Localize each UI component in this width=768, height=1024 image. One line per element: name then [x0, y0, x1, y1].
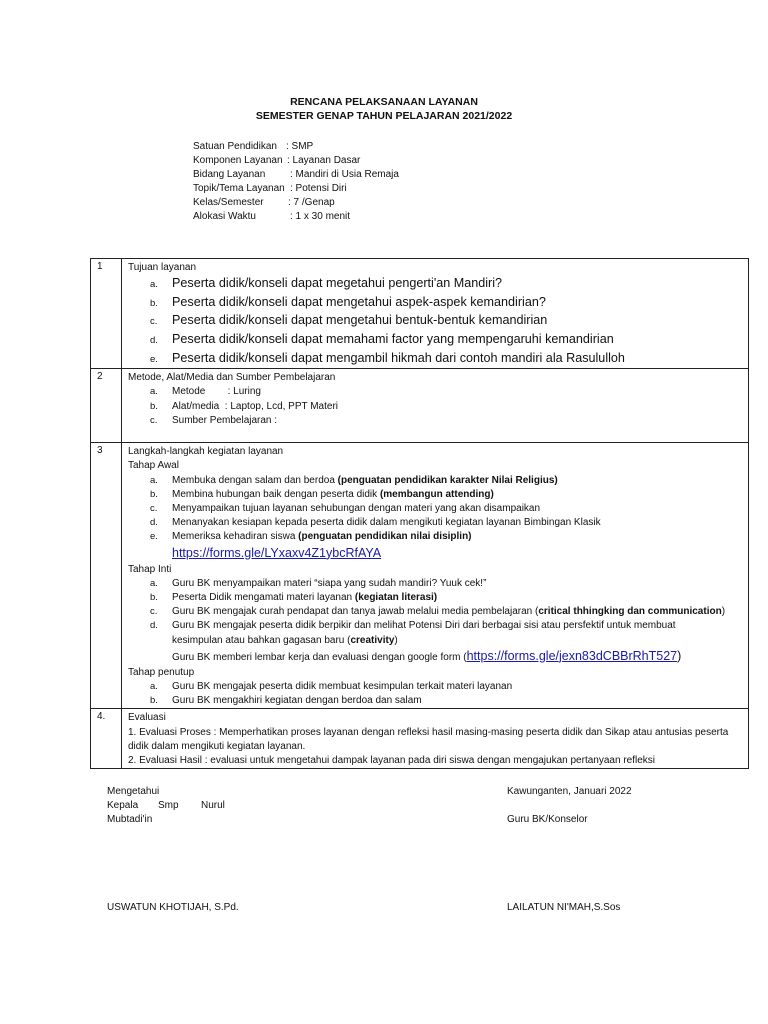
item-bold-text: (kegiatan literasi)	[354, 592, 438, 603]
info-label-bidang: Bidang Layanan	[193, 169, 266, 180]
item-text: Menyampaikan tujuan layanan sehubungan dengan materi yang akan disampaikan	[172, 502, 541, 514]
info-value-kelas: : 7 /Genap	[288, 197, 335, 208]
item-marker: a.	[150, 279, 158, 291]
item-text: Peserta didik/konseli dapat memahami factor yang mempengaruhi kemandirian	[172, 331, 614, 346]
list-item	[128, 577, 748, 591]
info-value-topik: : Potensi Diri	[290, 183, 347, 194]
item-text: Peserta didik/konseli dapat mengetahui aspek-aspek kemandirian?	[172, 294, 546, 309]
list-item	[128, 385, 748, 399]
sign-left-name: USWATUN KHOTIJAH, S.Pd.	[107, 902, 239, 913]
list-item	[128, 516, 748, 530]
list-item	[128, 680, 748, 694]
list-item	[128, 331, 748, 350]
row-langkah	[91, 443, 749, 709]
list-item	[128, 400, 748, 414]
item-bold-text: critical thhingking dan communication	[538, 606, 722, 618]
list-item	[128, 605, 748, 619]
row-metode	[91, 369, 749, 443]
section-heading: Metode, Alat/Media dan Sumber Pembelajaran	[128, 372, 336, 384]
document-subtitle: SEMESTER GENAP TAHUN PELAJARAN 2021/2022	[255, 110, 513, 122]
row-evaluasi	[91, 709, 749, 769]
item-marker: c.	[150, 316, 158, 328]
attendance-form-link[interactable]: https://forms.gle/LYxaxv4Z1ybcRfAYA	[172, 545, 382, 560]
section-heading: Langkah-langkah kegiatan layanan	[128, 446, 284, 458]
sign-right-title: Guru BK/Konselor	[507, 814, 588, 825]
item-text: Guru BK mengajak peserta didik membuat kesimpulan terkait materi layanan	[172, 681, 513, 693]
tujuan-cell	[122, 259, 749, 369]
item-marker: c.	[150, 606, 158, 618]
stage-heading-inti: Tahap Inti	[128, 563, 172, 575]
form-instruction	[128, 648, 748, 666]
list-item	[128, 488, 748, 502]
item-text: Alat/media : Laptop, Lcd, PPT Materi	[172, 400, 339, 412]
item-marker: a.	[150, 386, 158, 398]
sign-left-school: Mubtadi'in	[107, 814, 153, 825]
evaluasi-cell	[122, 709, 749, 769]
item-text: Membuka dengan salam dan berdoa	[172, 474, 338, 486]
item-text: kesimpulan atau bahkan gagasan baru (	[172, 634, 351, 646]
list-item	[128, 350, 748, 369]
sign-right-place-date: Kawunganten, Januari 2022	[507, 786, 632, 797]
item-marker: a.	[150, 681, 158, 693]
evaluation-form-link[interactable]: https://forms.gle/jexn83dCBBrRhT527	[466, 648, 678, 663]
list-item	[128, 502, 748, 516]
info-value-satuan: : SMP	[286, 141, 314, 152]
item-text: Peserta didik/konseli dapat mengambil hikmah dari contoh mandiri ala Rasululloh	[172, 350, 625, 365]
item-bold-text: (penguatan pendidikan karakter Nilai Religius)	[337, 474, 558, 486]
item-marker: b.	[150, 400, 158, 412]
form-link-row	[128, 545, 748, 563]
list-item	[128, 619, 748, 633]
langkah-cell	[122, 443, 749, 709]
sign-left-title-a: Kepala	[107, 800, 139, 811]
sign-right-name: LAILATUN NI'MAH,S.Sos	[507, 902, 621, 913]
info-value-komponen: : Layanan Dasar	[287, 155, 361, 166]
item-text: Guru BK mengajak curah pendapat dan tanya jawab melalui media pembelajaran (	[172, 606, 539, 618]
item-marker: d.	[150, 517, 158, 529]
item-text: Guru BK mengakhiri kegiatan dengan berdoa dan salam	[172, 695, 422, 707]
stage-heading-awal: Tahap Awal	[128, 460, 179, 472]
item-marker: b.	[150, 695, 158, 707]
row-number: 4.	[91, 709, 122, 769]
item-text: Memeriksa kehadiran siswa	[172, 531, 299, 543]
info-label-topik: Topik/Tema Layanan	[193, 183, 285, 194]
evaluation-line: didik dalam mengikuti kegiatan layanan.	[128, 740, 306, 752]
stage-heading-penutup: Tahap penutup	[128, 666, 195, 678]
row-tujuan	[91, 259, 749, 369]
item-marker: b.	[150, 297, 158, 309]
item-text: Sumber Pembelajaran :	[172, 414, 278, 426]
item-bold-text: (membangun attending)	[379, 488, 494, 500]
item-text-tail: )	[394, 634, 398, 646]
info-value-alokasi: : 1 x 30 menit	[290, 211, 351, 222]
section-heading: Evaluasi	[128, 712, 166, 724]
item-marker: d.	[150, 620, 158, 632]
item-text: Peserta Didik mengamati materi layanan	[172, 592, 355, 603]
list-item	[128, 414, 748, 428]
list-item	[128, 275, 748, 294]
item-bold-text: (penguatan pendidikan nilai disiplin)	[298, 531, 472, 543]
info-label-satuan: Satuan Pendidikan	[193, 141, 277, 152]
item-text: Guru BK mengajak peserta didik berpikir dan melihat Potensi Diri dari berbagai sisi atau persfektif untuk membuat	[172, 620, 676, 632]
section-heading: Tujuan layanan	[128, 262, 197, 273]
list-item	[128, 294, 748, 313]
item-marker: c.	[150, 502, 158, 514]
item-text-tail: )	[677, 648, 682, 663]
item-text: Peserta didik/konseli dapat mengetahui bentuk-bentuk kemandirian	[172, 313, 548, 328]
list-item	[128, 312, 748, 331]
list-item	[128, 474, 748, 488]
item-marker: a.	[150, 474, 158, 486]
item-marker: a.	[150, 577, 158, 589]
row-number: 2	[91, 369, 122, 443]
document-title: RENCANA PELAKSANAAN LAYANAN	[290, 96, 478, 108]
sign-left-title-c: Nurul	[201, 800, 225, 811]
item-marker: e.	[150, 531, 158, 543]
item-marker: b.	[150, 592, 158, 603]
item-marker: b.	[150, 488, 158, 500]
plan-table	[90, 258, 749, 769]
item-text: Guru BK menyampaikan materi “siapa yang sudah mandiri? Yuuk cek!”	[172, 577, 487, 589]
evaluation-line: 2. Evaluasi Hasil : evaluasi untuk mengetahui dampak layanan pada diri siswa dengan mengajukan pertanyaan refleksi	[128, 755, 655, 767]
item-marker: d.	[150, 334, 158, 346]
list-item-continuation	[128, 634, 748, 648]
item-marker: c.	[150, 414, 158, 426]
item-marker: e.	[150, 353, 158, 365]
item-text-tail: )	[721, 606, 726, 618]
row-number: 1	[91, 259, 122, 369]
item-text: Metode : Luring	[172, 386, 261, 398]
list-item	[128, 530, 748, 544]
item-bold-text: creativity	[350, 634, 395, 646]
list-item	[128, 591, 748, 605]
evaluation-line: 1. Evaluasi Proses : Memperhatikan proses layanan dengan refleksi hasil masing-masing peserta didik dan Sikap atau antusias peserta	[128, 726, 729, 738]
sign-left-label: Mengetahui	[107, 786, 160, 797]
row-number: 3	[91, 443, 122, 709]
info-label-alokasi: Alokasi Waktu	[193, 211, 256, 222]
item-text: Guru BK memberi lembar kerja dan evaluasi dengan google form (	[172, 651, 467, 663]
item-text: Peserta didik/konseli dapat megetahui pengerti'an Mandiri?	[172, 276, 503, 291]
item-text: Membina hubungan baik dengan peserta didik	[172, 488, 380, 500]
info-label-komponen: Komponen Layanan	[193, 155, 283, 166]
list-item	[128, 694, 748, 708]
info-label-kelas: Kelas/Semester	[193, 197, 264, 208]
item-text: Menanyakan kesiapan kepada peserta didik dalam mengikuti kegiatan layanan Bimbingan Klasik	[172, 517, 601, 529]
sign-left-title-b: Smp	[158, 800, 179, 811]
metode-cell	[122, 369, 749, 443]
info-value-bidang: : Mandiri di Usia Remaja	[290, 169, 399, 180]
